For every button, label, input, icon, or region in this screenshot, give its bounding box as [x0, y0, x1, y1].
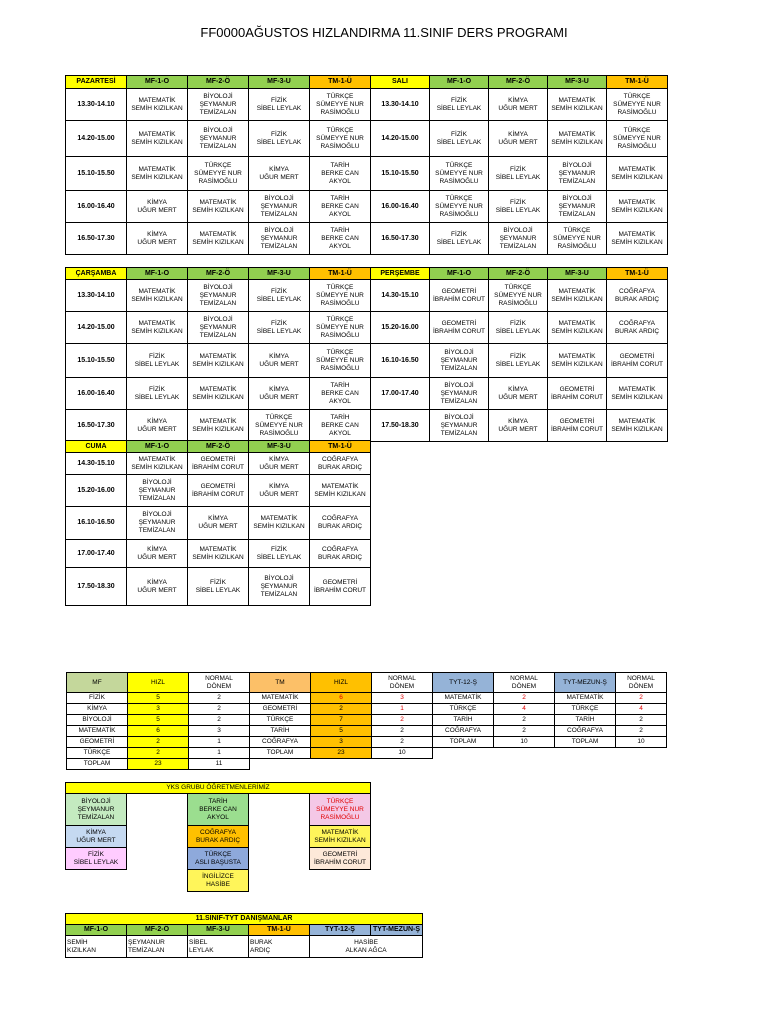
value-cell: 1: [189, 748, 250, 759]
table-row: [67, 726, 667, 737]
group-header: MF-2-Ö: [188, 441, 249, 453]
tytmezun-header: TYT-MEZUN-Ş: [555, 673, 616, 693]
table-row: [67, 704, 667, 715]
table-row: [66, 453, 371, 475]
teachers-title: YKS GRUBU ÖĞRETMENLERİMİZ: [66, 783, 371, 794]
subject-cell: BİYOLOJİ: [67, 715, 128, 726]
advisors-table: [65, 913, 423, 958]
lesson-cell: KİMYA UĞUR MERT: [489, 121, 548, 157]
empty-cell: [249, 794, 310, 826]
value-cell: 2: [189, 715, 250, 726]
table-row: [66, 280, 668, 312]
subject-cell: COĞRAFYA: [555, 726, 616, 737]
empty-cell: [372, 759, 433, 770]
lesson-cell: FİZİK SİBEL LEYLAK: [188, 568, 249, 606]
lesson-cell: TÜRKÇE SÜMEYYE NUR RASİMOĞLU: [249, 410, 310, 442]
lesson-cell: FİZİK SİBEL LEYLAK: [127, 344, 188, 378]
time-cell: 16.50-17.30: [66, 223, 127, 255]
lesson-cell: MATEMATİK SEMİH KIZILKAN: [607, 378, 668, 410]
subject-cell: TARİH: [433, 715, 494, 726]
group-header: TM-1-Ü: [310, 441, 371, 453]
lesson-cell: BİYOLOJİ ŞEYMANUR TEMİZALAN: [188, 121, 249, 157]
group-header: TYT-12-Ş: [310, 925, 371, 936]
time-cell: 14.30-15.10: [66, 453, 127, 475]
lesson-cell: COĞRAFYA BURAK ARDIÇ: [607, 280, 668, 312]
value-cell: 2: [616, 726, 667, 737]
lesson-cell: MATEMATİK SEMİH KIZILKAN: [607, 157, 668, 191]
group-header: TM-1-Ü: [607, 268, 668, 280]
lesson-cell: BİYOLOJİ ŞEYMANUR TEMİZALAN: [188, 280, 249, 312]
page-title: FF0000AĞUSTOS HIZLANDIRMA 11.SINIF DERS PROGRAMI: [200, 25, 568, 40]
mf-normal-header: NORMAL DÖNEM: [189, 673, 250, 693]
lesson-cell: TÜRKÇE SÜMEYYE NUR RASİMOĞLU: [607, 89, 668, 121]
subject-cell: GEOMETRİ: [250, 704, 311, 715]
mf-hizl-header: HIZL: [128, 673, 189, 693]
lesson-cell: KİMYA UĞUR MERT: [127, 223, 188, 255]
lesson-cell: MATEMATİK SEMİH KIZILKAN: [127, 453, 188, 475]
subject-cell: TÜRKÇE: [433, 704, 494, 715]
tytmezun-normal-header: NORMAL DÖNEM: [616, 673, 667, 693]
tm-header: TM: [250, 673, 311, 693]
lesson-cell: TÜRKÇE SÜMEYYE NUR RASİMOĞLU: [489, 280, 548, 312]
lesson-cell: GEOMETRİ İBRAHİM CORUT: [188, 453, 249, 475]
advisors-title: 11.SINIF-TYT DANIŞMANLAR: [66, 914, 423, 925]
value-cell: 7: [311, 715, 372, 726]
group-header: MF-1-O: [127, 76, 188, 89]
table-row: [66, 191, 668, 223]
empty-cell: [249, 826, 310, 848]
value-cell: 2: [189, 693, 250, 704]
value-cell: 2: [372, 715, 433, 726]
advisor-cell: SEMİH KIZILKAN: [66, 936, 127, 958]
lesson-cell: GEOMETRİ İBRAHİM CORUT: [548, 378, 607, 410]
schedule-mon-tue: [65, 75, 668, 255]
time-cell: 15.10-15.50: [66, 344, 127, 378]
day-header-wednesday: ÇARŞAMBA: [66, 268, 127, 280]
group-header: MF-2-Ö: [188, 268, 249, 280]
empty-cell: [249, 870, 310, 892]
lesson-cell: TÜRKÇE SÜMEYYE NUR RASİMOĞLU: [430, 157, 489, 191]
mf-header: MF: [67, 673, 128, 693]
subject-cell: MATEMATİK: [555, 693, 616, 704]
lesson-cell: MATEMATİK SEMİH KIZILKAN: [127, 280, 188, 312]
table-row: [66, 312, 668, 344]
lesson-cell: FİZİK SİBEL LEYLAK: [430, 223, 489, 255]
lesson-cell: MATEMATİK SEMİH KIZILKAN: [127, 312, 188, 344]
lesson-cell: COĞRAFYA BURAK ARDIÇ: [310, 540, 371, 568]
lesson-cell: MATEMATİK SEMİH KIZILKAN: [310, 475, 371, 507]
value-cell: 6: [311, 693, 372, 704]
teacher-cell: FİZİK SİBEL LEYLAK: [66, 848, 127, 870]
teacher-cell: KİMYA UĞUR MERT: [66, 826, 127, 848]
value-cell: 2: [189, 704, 250, 715]
time-cell: 16.00-16.40: [66, 378, 127, 410]
schedule-wed-thu: [65, 267, 668, 442]
lesson-cell: TARİH BERKE CAN AKYOL: [310, 191, 371, 223]
lesson-cell: MATEMATİK SEMİH KIZILKAN: [188, 540, 249, 568]
lesson-cell: TÜRKÇE SÜMEYYE NUR RASİMOĞLU: [548, 223, 607, 255]
lesson-cell: KİMYA UĞUR MERT: [489, 89, 548, 121]
lesson-cell: FİZİK SİBEL LEYLAK: [249, 89, 310, 121]
time-cell: 14.20-15.00: [66, 312, 127, 344]
schedule-fri: [65, 440, 371, 606]
lesson-cell: GEOMETRİ İBRAHİM CORUT: [430, 280, 489, 312]
lesson-cell: FİZİK SİBEL LEYLAK: [249, 280, 310, 312]
lesson-cell: TÜRKÇE SÜMEYYE NUR RASİMOĞLU: [607, 121, 668, 157]
lesson-cell: MATEMATİK SEMİH KIZILKAN: [127, 157, 188, 191]
lesson-cell: GEOMETRİ İBRAHİM CORUT: [310, 568, 371, 606]
table-row: [67, 715, 667, 726]
table-row: [66, 540, 371, 568]
group-header: MF-1-O: [430, 268, 489, 280]
empty-cell: [433, 759, 494, 770]
lesson-cell: KİMYA UĞUR MERT: [249, 378, 310, 410]
lesson-cell: KİMYA UĞUR MERT: [249, 453, 310, 475]
table-row: [66, 89, 668, 121]
teacher-cell: MATEMATİK SEMİH KIZILKAN: [310, 826, 371, 848]
tyt12-header: TYT-12-Ş: [433, 673, 494, 693]
lesson-cell: MATEMATİK SEMİH KIZILKAN: [188, 344, 249, 378]
subject-cell: KİMYA: [67, 704, 128, 715]
hours-summary-table: [66, 672, 667, 770]
lesson-cell: FİZİK SİBEL LEYLAK: [489, 312, 548, 344]
day-header-monday: PAZARTESİ: [66, 76, 127, 89]
time-cell: 17.50-18.30: [371, 410, 430, 442]
lesson-cell: TÜRKÇE SÜMEYYE NUR RASİMOĞLU: [188, 157, 249, 191]
subject-cell: TOPLAM: [67, 759, 128, 770]
day-header-friday: CUMA: [66, 441, 127, 453]
value-cell: 1: [189, 737, 250, 748]
lesson-cell: MATEMATİK SEMİH KIZILKAN: [249, 507, 310, 540]
lesson-cell: BİYOLOJİ ŞEYMANUR TEMİZALAN: [127, 475, 188, 507]
time-cell: 14.20-15.00: [66, 121, 127, 157]
lesson-cell: BİYOLOJİ ŞEYMANUR TEMİZALAN: [249, 223, 310, 255]
empty-cell: [66, 870, 127, 892]
time-cell: 13.30-14.10: [371, 89, 430, 121]
subject-cell: TÜRKÇE: [555, 704, 616, 715]
advisor-cell: BURAK ARDIÇ: [249, 936, 310, 958]
lesson-cell: BİYOLOJİ ŞEYMANUR TEMİZALAN: [188, 89, 249, 121]
lesson-cell: BİYOLOJİ ŞEYMANUR TEMİZALAN: [127, 507, 188, 540]
value-cell: 1: [372, 704, 433, 715]
lesson-cell: FİZİK SİBEL LEYLAK: [489, 157, 548, 191]
value-cell: 10: [372, 748, 433, 759]
lesson-cell: BİYOLOJİ ŞEYMANUR TEMİZALAN: [430, 378, 489, 410]
value-cell: 5: [128, 693, 189, 704]
value-cell: 2: [372, 737, 433, 748]
lesson-cell: BİYOLOJİ ŞEYMANUR TEMİZALAN: [188, 312, 249, 344]
lesson-cell: MATEMATİK SEMİH KIZILKAN: [548, 121, 607, 157]
lesson-cell: MATEMATİK SEMİH KIZILKAN: [548, 89, 607, 121]
advisor-cell: SİBEL LEYLAK: [188, 936, 249, 958]
empty-cell: [249, 848, 310, 870]
lesson-cell: MATEMATİK SEMİH KIZILKAN: [188, 191, 249, 223]
table-row: [67, 748, 667, 759]
lesson-cell: BİYOLOJİ ŞEYMANUR TEMİZALAN: [430, 410, 489, 442]
day-header-tuesday: SALI: [371, 76, 430, 89]
teacher-cell: GEOMETRİ İBRAHİM CORUT: [310, 848, 371, 870]
lesson-cell: BİYOLOJİ ŞEYMANUR TEMİZALAN: [430, 344, 489, 378]
time-cell: 13.30-14.10: [66, 89, 127, 121]
lesson-cell: FİZİK SİBEL LEYLAK: [127, 378, 188, 410]
advisor-cell: HASİBE ALKAN AĞCA: [310, 936, 423, 958]
empty-cell: [127, 870, 188, 892]
lesson-cell: KİMYA UĞUR MERT: [127, 540, 188, 568]
table-row: [66, 223, 668, 255]
lesson-cell: KİMYA UĞUR MERT: [127, 410, 188, 442]
lesson-cell: GEOMETRİ İBRAHİM CORUT: [188, 475, 249, 507]
tm-hizl-header: HIZL: [311, 673, 372, 693]
time-cell: 15.10-15.50: [66, 157, 127, 191]
lesson-cell: BİYOLOJİ ŞEYMANUR TEMİZALAN: [548, 157, 607, 191]
subject-cell: TOPLAM: [250, 748, 311, 759]
lesson-cell: BİYOLOJİ ŞEYMANUR TEMİZALAN: [249, 568, 310, 606]
lesson-cell: COĞRAFYA BURAK ARDIÇ: [310, 507, 371, 540]
group-header: MF-1-O: [127, 268, 188, 280]
subject-cell: TOPLAM: [433, 737, 494, 748]
subject-cell: GEOMETRİ: [67, 737, 128, 748]
group-header: MF-2-Ö: [188, 76, 249, 89]
lesson-cell: TARİH BERKE CAN AKYOL: [310, 157, 371, 191]
subject-cell: MATEMATİK: [433, 693, 494, 704]
lesson-cell: COĞRAFYA BURAK ARDIÇ: [607, 312, 668, 344]
table-row: [66, 344, 668, 378]
lesson-cell: TÜRKÇE SÜMEYYE NUR RASİMOĞLU: [310, 312, 371, 344]
lesson-cell: MATEMATİK SEMİH KIZILKAN: [548, 280, 607, 312]
lesson-cell: FİZİK SİBEL LEYLAK: [249, 540, 310, 568]
value-cell: 23: [311, 748, 372, 759]
subject-cell: TARİH: [250, 726, 311, 737]
lesson-cell: KİMYA UĞUR MERT: [127, 568, 188, 606]
subject-cell: TÜRKÇE: [250, 715, 311, 726]
lesson-cell: BİYOLOJİ ŞEYMANUR TEMİZALAN: [548, 191, 607, 223]
lesson-cell: KİMYA UĞUR MERT: [489, 410, 548, 442]
time-cell: 15.20-16.00: [66, 475, 127, 507]
value-cell: 2: [128, 748, 189, 759]
value-cell: 2: [372, 726, 433, 737]
value-cell: 2: [494, 693, 555, 704]
teacher-cell: TARİH BERKE CAN AKYOL: [188, 794, 249, 826]
lesson-cell: MATEMATİK SEMİH KIZILKAN: [127, 89, 188, 121]
value-cell: 2: [128, 737, 189, 748]
lesson-cell: TÜRKÇE SÜMEYYE NUR RASİMOĞLU: [310, 280, 371, 312]
table-row: [67, 759, 667, 770]
lesson-cell: MATEMATİK SEMİH KIZILKAN: [188, 410, 249, 442]
value-cell: 2: [616, 715, 667, 726]
time-cell: 16.50-17.30: [66, 410, 127, 442]
empty-cell: [616, 748, 667, 759]
subject-cell: TARİH: [555, 715, 616, 726]
lesson-cell: KİMYA UĞUR MERT: [127, 191, 188, 223]
lesson-cell: TÜRKÇE SÜMEYYE NUR RASİMOĞLU: [310, 121, 371, 157]
lesson-cell: FİZİK SİBEL LEYLAK: [430, 89, 489, 121]
lesson-cell: GEOMETRİ İBRAHİM CORUT: [548, 410, 607, 442]
subject-cell: MATEMATİK: [250, 693, 311, 704]
teacher-cell: COĞRAFYA BURAK ARDIÇ: [188, 826, 249, 848]
time-cell: 17.00-17.40: [371, 378, 430, 410]
lesson-cell: TÜRKÇE SÜMEYYE NUR RASİMOĞLU: [310, 89, 371, 121]
group-header: MF-3-U: [249, 441, 310, 453]
lesson-cell: KİMYA UĞUR MERT: [249, 344, 310, 378]
group-header: MF-3-U: [548, 268, 607, 280]
time-cell: 17.50-18.30: [66, 568, 127, 606]
empty-cell: [616, 759, 667, 770]
lesson-cell: KİMYA UĞUR MERT: [249, 475, 310, 507]
lesson-cell: MATEMATİK SEMİH KIZILKAN: [188, 378, 249, 410]
subject-cell: MATEMATİK: [67, 726, 128, 737]
tyt12-normal-header: NORMAL DÖNEM: [494, 673, 555, 693]
value-cell: 10: [616, 737, 667, 748]
value-cell: 5: [128, 715, 189, 726]
teacher-cell: TÜRKÇE ASLI BAŞUSTA: [188, 848, 249, 870]
group-header: MF-2-Ö: [489, 268, 548, 280]
value-cell: 4: [494, 704, 555, 715]
lesson-cell: MATEMATİK SEMİH KIZILKAN: [127, 121, 188, 157]
group-header: MF-1-O: [66, 925, 127, 936]
table-row: [66, 475, 371, 507]
empty-cell: [127, 848, 188, 870]
group-header: MF-1-O: [127, 441, 188, 453]
empty-cell: [494, 759, 555, 770]
group-header: TM-1-Ü: [310, 268, 371, 280]
value-cell: 6: [128, 726, 189, 737]
time-cell: 16.00-16.40: [371, 191, 430, 223]
tm-normal-header: NORMAL DÖNEM: [372, 673, 433, 693]
value-cell: 10: [494, 737, 555, 748]
lesson-cell: MATEMATİK SEMİH KIZILKAN: [607, 191, 668, 223]
teacher-cell: BİYOLOJİ ŞEYMANUR TEMİZALAN: [66, 794, 127, 826]
table-row: [66, 568, 371, 606]
advisor-cell: ŞEYMANUR TEMİZALAN: [127, 936, 188, 958]
day-header-thursday: PERŞEMBE: [371, 268, 430, 280]
empty-cell: [311, 759, 372, 770]
group-header: MF-3-U: [188, 925, 249, 936]
empty-cell: [250, 759, 311, 770]
lesson-cell: KİMYA UĞUR MERT: [249, 157, 310, 191]
time-cell: 14.20-15.00: [371, 121, 430, 157]
time-cell: 16.10-16.50: [371, 344, 430, 378]
subject-cell: TOPLAM: [555, 737, 616, 748]
table-row: [66, 378, 668, 410]
value-cell: 3: [372, 693, 433, 704]
value-cell: 5: [311, 726, 372, 737]
table-row: [67, 737, 667, 748]
group-header: MF-2-Ö: [489, 76, 548, 89]
lesson-cell: BİYOLOJİ ŞEYMANUR TEMİZALAN: [489, 223, 548, 255]
lesson-cell: TARİH BERKE CAN AKYOL: [310, 410, 371, 442]
teachers-table: [65, 782, 371, 892]
lesson-cell: GEOMETRİ İBRAHİM CORUT: [607, 344, 668, 378]
table-row: [67, 693, 667, 704]
group-header: MF-1-O: [430, 76, 489, 89]
value-cell: 2: [494, 715, 555, 726]
empty-cell: [433, 748, 494, 759]
time-cell: 16.10-16.50: [66, 507, 127, 540]
value-cell: 2: [311, 704, 372, 715]
subject-cell: COĞRAFYA: [433, 726, 494, 737]
subject-cell: TÜRKÇE: [67, 748, 128, 759]
lesson-cell: FİZİK SİBEL LEYLAK: [430, 121, 489, 157]
teacher-cell: İNGİLİZCE HASİBE: [188, 870, 249, 892]
time-cell: 17.00-17.40: [66, 540, 127, 568]
value-cell: 11: [189, 759, 250, 770]
time-cell: 13.30-14.10: [66, 280, 127, 312]
group-header: MF-3-U: [548, 76, 607, 89]
value-cell: 4: [616, 704, 667, 715]
value-cell: 2: [494, 726, 555, 737]
value-cell: 23: [128, 759, 189, 770]
lesson-cell: TARİH BERKE CAN AKYOL: [310, 378, 371, 410]
lesson-cell: TARİH BERKE CAN AKYOL: [310, 223, 371, 255]
teacher-cell: TÜRKÇE SÜMEYYE NUR RASİMOĞLU: [310, 794, 371, 826]
lesson-cell: FİZİK SİBEL LEYLAK: [249, 121, 310, 157]
subject-cell: COĞRAFYA: [250, 737, 311, 748]
empty-cell: [127, 826, 188, 848]
lesson-cell: BİYOLOJİ ŞEYMANUR TEMİZALAN: [249, 191, 310, 223]
lesson-cell: MATEMATİK SEMİH KIZILKAN: [548, 312, 607, 344]
empty-cell: [310, 870, 371, 892]
table-row: [66, 410, 668, 442]
group-header: TM-1-Ü: [607, 76, 668, 89]
value-cell: 3: [189, 726, 250, 737]
lesson-cell: MATEMATİK SEMİH KIZILKAN: [548, 344, 607, 378]
time-cell: 15.10-15.50: [371, 157, 430, 191]
lesson-cell: COĞRAFYA BURAK ARDIÇ: [310, 453, 371, 475]
lesson-cell: MATEMATİK SEMİH KIZILKAN: [188, 223, 249, 255]
empty-cell: [127, 794, 188, 826]
lesson-cell: MATEMATİK SEMİH KIZILKAN: [607, 223, 668, 255]
table-row: [66, 121, 668, 157]
time-cell: 16.50-17.30: [371, 223, 430, 255]
group-header: TM-1-Ü: [249, 925, 310, 936]
group-header: MF-3-U: [249, 76, 310, 89]
time-cell: 15.20-16.00: [371, 312, 430, 344]
time-cell: 16.00-16.40: [66, 191, 127, 223]
subject-cell: FİZİK: [67, 693, 128, 704]
lesson-cell: FİZİK SİBEL LEYLAK: [489, 344, 548, 378]
group-header: TM-1-Ü: [310, 76, 371, 89]
empty-cell: [555, 748, 616, 759]
time-cell: 14.30-15.10: [371, 280, 430, 312]
lesson-cell: TÜRKÇE SÜMEYYE NUR RASİMOĞLU: [310, 344, 371, 378]
group-header: TYT-MEZUN-Ş: [371, 925, 423, 936]
value-cell: 3: [128, 704, 189, 715]
empty-cell: [494, 748, 555, 759]
empty-cell: [555, 759, 616, 770]
lesson-cell: TÜRKÇE SÜMEYYE NUR RASİMOĞLU: [430, 191, 489, 223]
lesson-cell: KİMYA UĞUR MERT: [489, 378, 548, 410]
lesson-cell: FİZİK SİBEL LEYLAK: [249, 312, 310, 344]
lesson-cell: GEOMETRİ İBRAHİM CORUT: [430, 312, 489, 344]
lesson-cell: FİZİK SİBEL LEYLAK: [489, 191, 548, 223]
lesson-cell: KİMYA UĞUR MERT: [188, 507, 249, 540]
group-header: MF-2-Ö: [127, 925, 188, 936]
group-header: MF-3-U: [249, 268, 310, 280]
lesson-cell: MATEMATİK SEMİH KIZILKAN: [607, 410, 668, 442]
value-cell: 3: [311, 737, 372, 748]
table-row: [66, 507, 371, 540]
table-row: [66, 157, 668, 191]
value-cell: 2: [616, 693, 667, 704]
